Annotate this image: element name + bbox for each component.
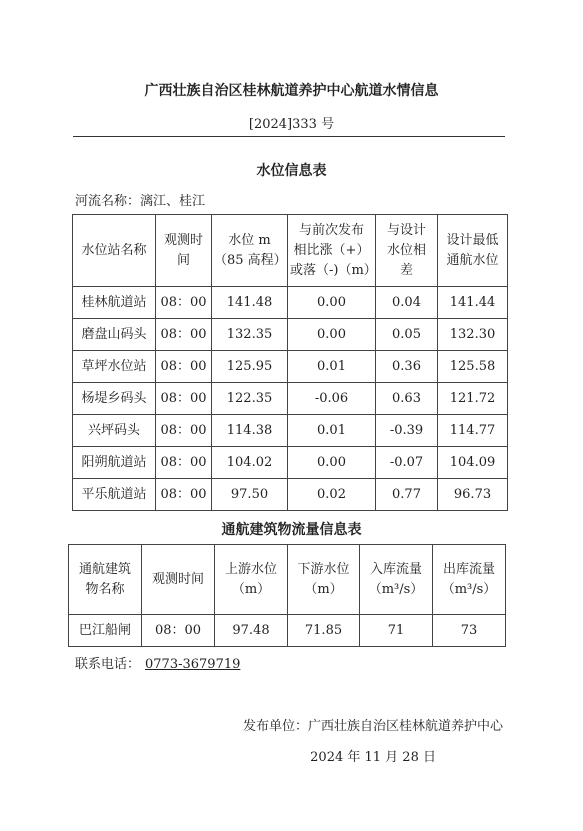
design-difference: -0.07 [376,447,438,479]
observation-time: 08：00 [156,287,212,319]
column-header: 出库流量 （m³/s） [433,545,506,615]
water-level: 125.95 [212,351,288,383]
water-level: 104.02 [212,447,288,479]
station-name: 杨堤乡码头 [73,383,156,415]
design-min-level: 96.73 [438,479,508,511]
observation-time: 08：00 [156,415,212,447]
column-header: 水位 m （85 高程） [212,215,288,287]
publish-date: 2024 年 11 月 28 日 [310,750,436,765]
water-level: 97.50 [212,479,288,511]
design-difference: -0.39 [376,415,438,447]
observation-time: 08：00 [142,615,215,647]
observation-time: 08：00 [156,479,212,511]
column-header: 观测时 间 [156,215,212,287]
document-title: 广西壮族自治区桂林航道养护中心航道水情信息 [144,83,439,99]
outflow: 73 [433,615,506,647]
table-row [69,615,506,647]
river-name-label: 河流名称：漓江、桂江 [75,194,206,209]
table-row [73,287,508,319]
table-row [73,479,508,511]
station-name: 阳朔航道站 [73,447,156,479]
table-header-row [69,545,506,615]
design-difference: 0.63 [376,383,438,415]
design-difference: 0.05 [376,319,438,351]
station-name: 桂林航道站 [73,287,156,319]
level-change: 0.02 [288,479,376,511]
column-header: 观测时间 [142,545,215,615]
station-name: 兴坪码头 [73,415,156,447]
table-row [73,383,508,415]
column-header: 与前次发布 相比涨（+） 或落（-)（m） [288,215,376,287]
phone-label: 联系电话： [75,657,141,672]
design-min-level: 125.58 [438,351,508,383]
station-name: 草坪水位站 [73,351,156,383]
header-rule [73,136,505,137]
water-level: 132.35 [212,319,288,351]
water-level-table-title: 水位信息表 [256,163,327,179]
inflow: 71 [360,615,433,647]
design-min-level: 121.72 [438,383,508,415]
document-number: [2024]333 号 [248,117,335,132]
observation-time: 08：00 [156,447,212,479]
column-header: 与设计 水位相 差 [376,215,438,287]
design-min-level: 114.77 [438,415,508,447]
table-header-row [73,215,508,287]
water-level: 114.38 [212,415,288,447]
downstream-level: 71.85 [288,615,360,647]
design-min-level: 141.44 [438,287,508,319]
level-change: 0.01 [288,415,376,447]
observation-time: 08：00 [156,351,212,383]
design-min-level: 104.09 [438,447,508,479]
design-difference: 0.04 [376,287,438,319]
flow-table-title: 通航建筑物流量信息表 [221,522,362,538]
level-change: 0.00 [288,319,376,351]
design-min-level: 132.30 [438,319,508,351]
level-change: 0.00 [288,287,376,319]
flow-table [68,544,506,647]
station-name: 磨盘山码头 [73,319,156,351]
column-header: 下游水位 （m） [288,545,360,615]
publisher: 发布单位：广西壮族自治区桂林航道养护中心 [242,719,503,734]
contact-phone [75,653,254,672]
table-row [73,351,508,383]
level-change: 0.01 [288,351,376,383]
design-difference: 0.77 [376,479,438,511]
design-difference: 0.36 [376,351,438,383]
column-header: 通航建筑 物名称 [69,545,142,615]
phone-number: 0773-3679719 [145,657,241,672]
water-level: 141.48 [212,287,288,319]
column-header: 水位站名称 [73,215,156,287]
observation-time: 08：00 [156,319,212,351]
table-row [73,447,508,479]
water-level-table [72,214,508,511]
level-change: 0.00 [288,447,376,479]
upstream-level: 97.48 [215,615,288,647]
structure-name: 巴江船闸 [69,615,142,647]
level-change: -0.06 [288,383,376,415]
column-header: 上游水位 （m） [215,545,288,615]
table-row [73,319,508,351]
table-row [73,415,508,447]
observation-time: 08：00 [156,383,212,415]
column-header: 入库流量 （m³/s） [360,545,433,615]
water-level: 122.35 [212,383,288,415]
column-header: 设计最低 通航水位 [438,215,508,287]
station-name: 平乐航道站 [73,479,156,511]
